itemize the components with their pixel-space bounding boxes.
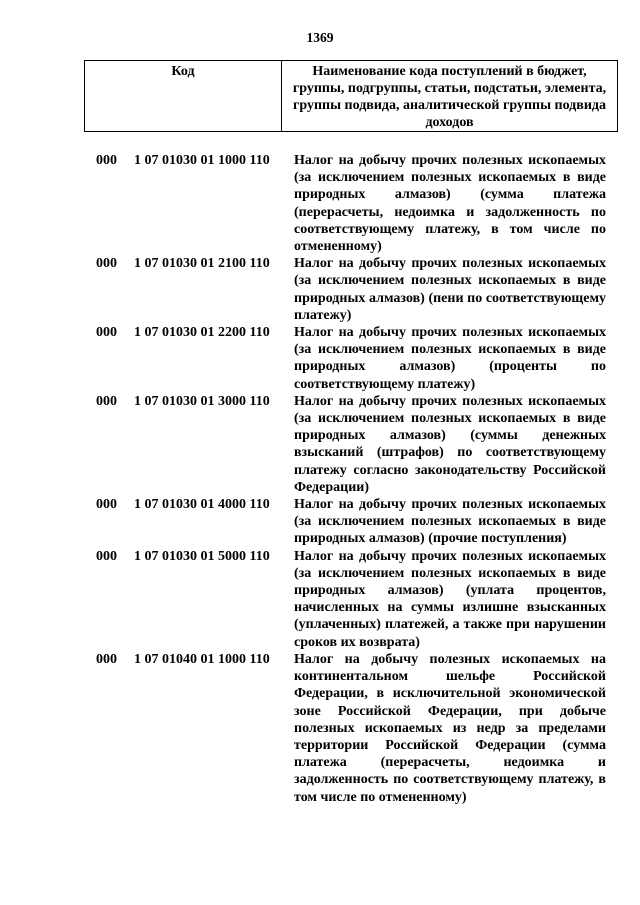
table-row	[96, 152, 606, 255]
admin-code: 000	[96, 393, 117, 409]
revenue-code: 1 07 01030 01 4000 110	[134, 497, 270, 513]
revenue-code: 1 07 01030 01 1000 110	[134, 153, 270, 168]
revenue-description: Налог на добычу полезных ископаемых на континентальном шельфе Российской Федерации, в исключительной экономической зоне Российской Федерации, при добыче полезных ископаемых из недр за пределами территории Российской Федерации (сумма платежа (перерасчеты, недоимка и задолженность по соответствующему платежу, в том числе по отмененному)	[294, 651, 606, 805]
revenue-code: 1 07 01030 01 2100 110	[134, 256, 270, 272]
revenue-description: Налог на добычу прочих полезных ископаемых (за исключением полезных ископаемых в виде природных алмазов) (сумма платежа (перерасчеты, недоимка и задолженность по соответствующему платежу, в том числе по отмененному)	[294, 153, 606, 255]
revenue-code: 1 07 01030 01 3000 110	[134, 393, 270, 409]
header-code-cell: Код	[85, 61, 282, 132]
revenue-description: Налог на добычу прочих полезных ископаемых (за исключением полезных ископаемых в виде природных алмазов) (суммы денежных взысканий (штрафов) по соответствующему платежу согласно законодательству Российской Федерации)	[294, 393, 606, 495]
revenue-code: 1 07 01030 01 5000 110	[134, 548, 270, 564]
revenue-description: Налог на добычу прочих полезных ископаемых (за исключением полезных ископаемых в виде природных алмазов) (прочие поступления)	[294, 497, 606, 547]
table-row	[96, 393, 606, 496]
admin-code: 000	[96, 651, 117, 667]
revenue-description: Налог на добычу прочих полезных ископаемых (за исключением полезных ископаемых в виде природных алмазов) (пени по соответствующему платежу)	[294, 256, 606, 323]
admin-code: 000	[96, 256, 117, 272]
table-row	[96, 651, 606, 806]
admin-code: 000	[96, 325, 117, 341]
revenue-code: 1 07 01040 01 1000 110	[134, 651, 270, 667]
header-row	[85, 61, 618, 132]
table-header	[84, 60, 618, 132]
revenue-code: 1 07 01030 01 2200 110	[134, 325, 270, 341]
revenue-description: Налог на добычу прочих полезных ископаемых (за исключением полезных ископаемых в виде природных алмазов) (уплата процентов, начисленных на суммы излишне взысканных (уплаченных) платежей, а также при нарушении сроков их возврата)	[294, 548, 606, 650]
admin-code: 000	[96, 153, 117, 168]
admin-code: 000	[96, 497, 117, 513]
table-row	[96, 496, 606, 548]
entries-list	[96, 152, 606, 806]
header-name-cell: Наименование кода поступлений в бюджет, группы, подгруппы, статьи, подстатьи, элемента, группы подвида, аналитической группы подвида доходов	[282, 61, 618, 132]
revenue-description: Налог на добычу прочих полезных ископаемых (за исключением полезных ископаемых в виде природных алмазов) (проценты по соответствующему платежу)	[294, 325, 606, 392]
admin-code: 000	[96, 548, 117, 564]
table-row	[96, 548, 606, 651]
table-row	[96, 324, 606, 393]
table-row	[96, 255, 606, 324]
page-number: 1369	[306, 30, 334, 45]
